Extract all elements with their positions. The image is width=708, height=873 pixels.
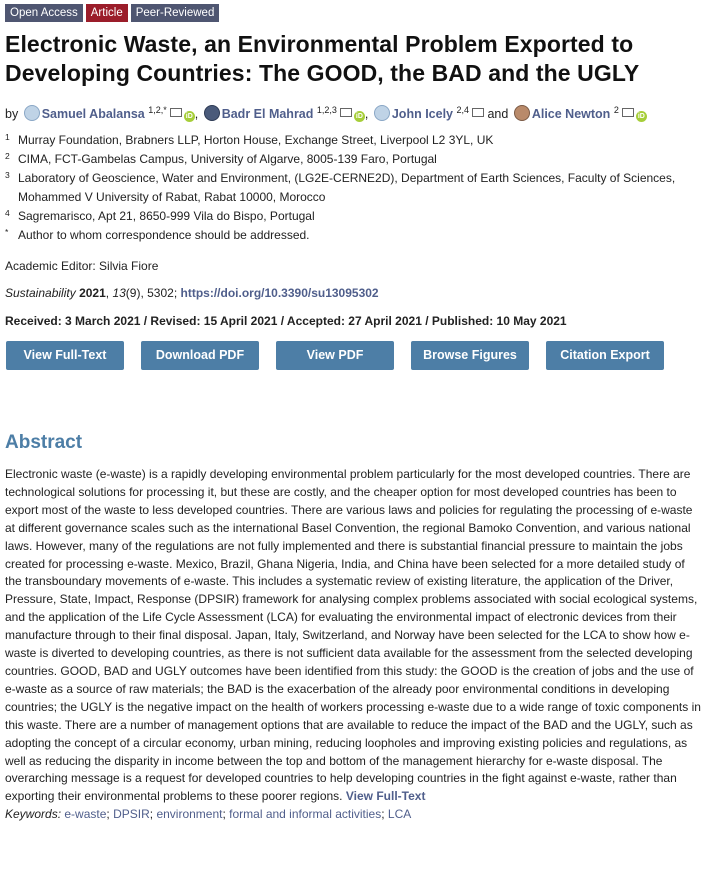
email-icon[interactable]: [340, 108, 352, 117]
affiliations: [5, 131, 703, 245]
publication-dates: Received: 3 March 2021 / Revised: 15 April 2021 / Accepted: 27 April 2021 / Published: 10 May 2021: [5, 314, 567, 328]
citation-export-button[interactable]: Citation Export: [546, 341, 664, 370]
author-name[interactable]: Samuel Abalansa: [41, 107, 145, 121]
affiliation-item: [5, 131, 703, 150]
citation-issue-pages: (9), 5302;: [125, 286, 178, 300]
author-affiliation-sup: 2,4: [456, 104, 469, 115]
keyword-link[interactable]: DPSIR: [113, 807, 150, 822]
view-full-text-button[interactable]: View Full-Text: [6, 341, 124, 370]
badges: [5, 4, 703, 22]
abstract-text: Electronic waste (e-waste) is a rapidly developing environmental problem particularly for the most developed countries. There are technological solutions for processing it, but these are costly, and the cheaper option for most developed countries has been to export most of the waste to less developed countries. There are various laws and policies for regulating the processing of e-waste at different governance scales such as the international Basel Convention, the regional Bamoko Convention, and various national laws. However, many of the regulations are not fully implemented and there is substantial financial pressure to maintain the jobs created for processing e-waste. Mexico, Brazil, Ghana Nigeria, India, and China have been selected for a more detailed study of the transboundary movements of e-waste. This includes a systematic review of existing literature, the application of the Driver, Pressure, State, Impact, Response (DPSIR) framework for analysing complex problems associated with social ecological systems, and the application of the Life Cycle Assessment (LCA) for evaluating the environmental impact of electronic devices from their manufacture through to their final disposal. Japan, Italy, Switzerland, and Norway have been selected for the LCA to show how e-waste is diverted to developing countries, as there is not sufficient data available for the assessment from the selected developing countries. GOOD, BAD and UGLY outcomes have been identified from this study: the GOOD is the creation of jobs and the use of e-waste as a source of raw materials; the BAD is the exacerbation of the already poor environmental conditions in developing countries; the UGLY is the negative impact on the health of workers processing e-waste due to a wide range of toxic components in this waste. There are a number of management options that are available to reduce the impact of the BAD and the UGLY, such as adopting the concept of a circular economy, urban mining, reducing loopholes and improving existing policies and regulations, as well as reducing the disparity in income between the top and bottom of the management hierarchy for e-waste disposal. The overarching message is a request for developed countries to help developing countries in the fight against e-waste, rather than exporting their environmental problems to these poorer regions.: [5, 467, 701, 804]
author-affiliation-sup: 1,2,*: [148, 104, 167, 115]
academic-editor: Academic Editor: Silvia Fiore: [5, 259, 159, 273]
affiliation-item: [5, 226, 703, 245]
keywords-label: Keywords:: [5, 807, 62, 822]
author-list: by Samuel Abalansa $^{1,2,*}$iD , Badr El Mahrad $^{1,2,3}$iD , John Icely $^{2,4}$ and Alice Newton $^2$iD: [5, 104, 645, 121]
keyword-link[interactable]: e-waste: [64, 807, 107, 822]
peer-reviewed-badge[interactable]: Peer-Reviewed: [131, 4, 220, 22]
abstract-body: [5, 466, 703, 806]
author-avatar-icon: [24, 105, 40, 121]
author-avatar-icon: [514, 105, 530, 121]
orcid-icon[interactable]: iD: [185, 113, 193, 120]
affiliation-number: *: [5, 227, 9, 237]
email-icon[interactable]: [622, 108, 634, 117]
author-name[interactable]: John Icely: [391, 107, 453, 121]
author-name[interactable]: Badr El Mahrad: [221, 107, 314, 121]
article-title: Electronic Waste, an Environmental Problem Exported to Developing Countries: The GOOD, the BAD and the UGLY: [5, 31, 640, 86]
author-avatar-icon: [204, 105, 220, 121]
email-icon[interactable]: [472, 108, 484, 117]
citation: Sustainability 2021, 13(9), 5302; https://doi.org/10.3390/su13095302: [5, 286, 379, 300]
open-access-badge[interactable]: Open Access: [5, 4, 83, 22]
author-affiliation-sup: 2: [613, 104, 619, 115]
abstract-heading: Abstract: [5, 432, 83, 453]
author-name[interactable]: Alice Newton: [531, 107, 611, 121]
affiliation-number: 2: [5, 151, 10, 161]
browse-figures-button[interactable]: Browse Figures: [411, 341, 529, 370]
author-avatar-icon: [374, 105, 390, 121]
journal-name: Sustainability: [5, 286, 76, 300]
affiliation-text: CIMA, FCT-Gambelas Campus, University of Algarve, 8005-139 Faro, Portugal: [18, 152, 437, 166]
download-pdf-button[interactable]: Download PDF: [141, 341, 259, 370]
affiliation-number: 3: [5, 170, 10, 180]
affiliation-item: [5, 169, 703, 207]
doi-link[interactable]: https://doi.org/10.3390/su13095302: [180, 286, 379, 300]
keyword-link[interactable]: environment: [156, 807, 223, 822]
orcid-icon[interactable]: iD: [355, 113, 363, 120]
affiliation-text: Murray Foundation, Brabners LLP, Horton House, Exchange Street, Liverpool L2 3YL, UK: [18, 133, 494, 147]
by-label: by: [5, 107, 19, 121]
abstract-full-text-link[interactable]: View Full-Text: [345, 789, 426, 804]
and-label: and: [487, 107, 509, 121]
article-badge: Article: [86, 4, 128, 22]
author-affiliation-sup: 1,2,3: [316, 104, 337, 115]
affiliation-number: 1: [5, 132, 10, 142]
email-icon[interactable]: [170, 108, 182, 117]
view-pdf-button[interactable]: View PDF: [276, 341, 394, 370]
citation-volume: 13: [112, 286, 126, 300]
affiliation-text: Sagremarisco, Apt 21, 8650-999 Vila do Bispo, Portugal: [18, 209, 315, 223]
affiliation-item: [5, 150, 703, 169]
affiliation-text: Author to whom correspondence should be addressed.: [18, 228, 310, 242]
citation-year: 2021: [79, 286, 106, 300]
affiliation-item: [5, 207, 703, 226]
affiliation-number: 4: [5, 208, 10, 218]
affiliation-text: Laboratory of Geoscience, Water and Environment, (LG2E-CERNE2D), Department of Earth Sciences, Faculty of Sciences, Mohammed V University of Rabat, Rabat 10000, Morocco: [18, 171, 676, 204]
keyword-link[interactable]: LCA: [387, 807, 412, 822]
keywords: Keywords: e-waste; DPSIR; environment; formal and informal activities; LCA: [5, 807, 412, 822]
keyword-link[interactable]: formal and informal activities: [229, 807, 382, 822]
orcid-icon[interactable]: iD: [637, 113, 645, 120]
action-buttons: [5, 341, 703, 370]
